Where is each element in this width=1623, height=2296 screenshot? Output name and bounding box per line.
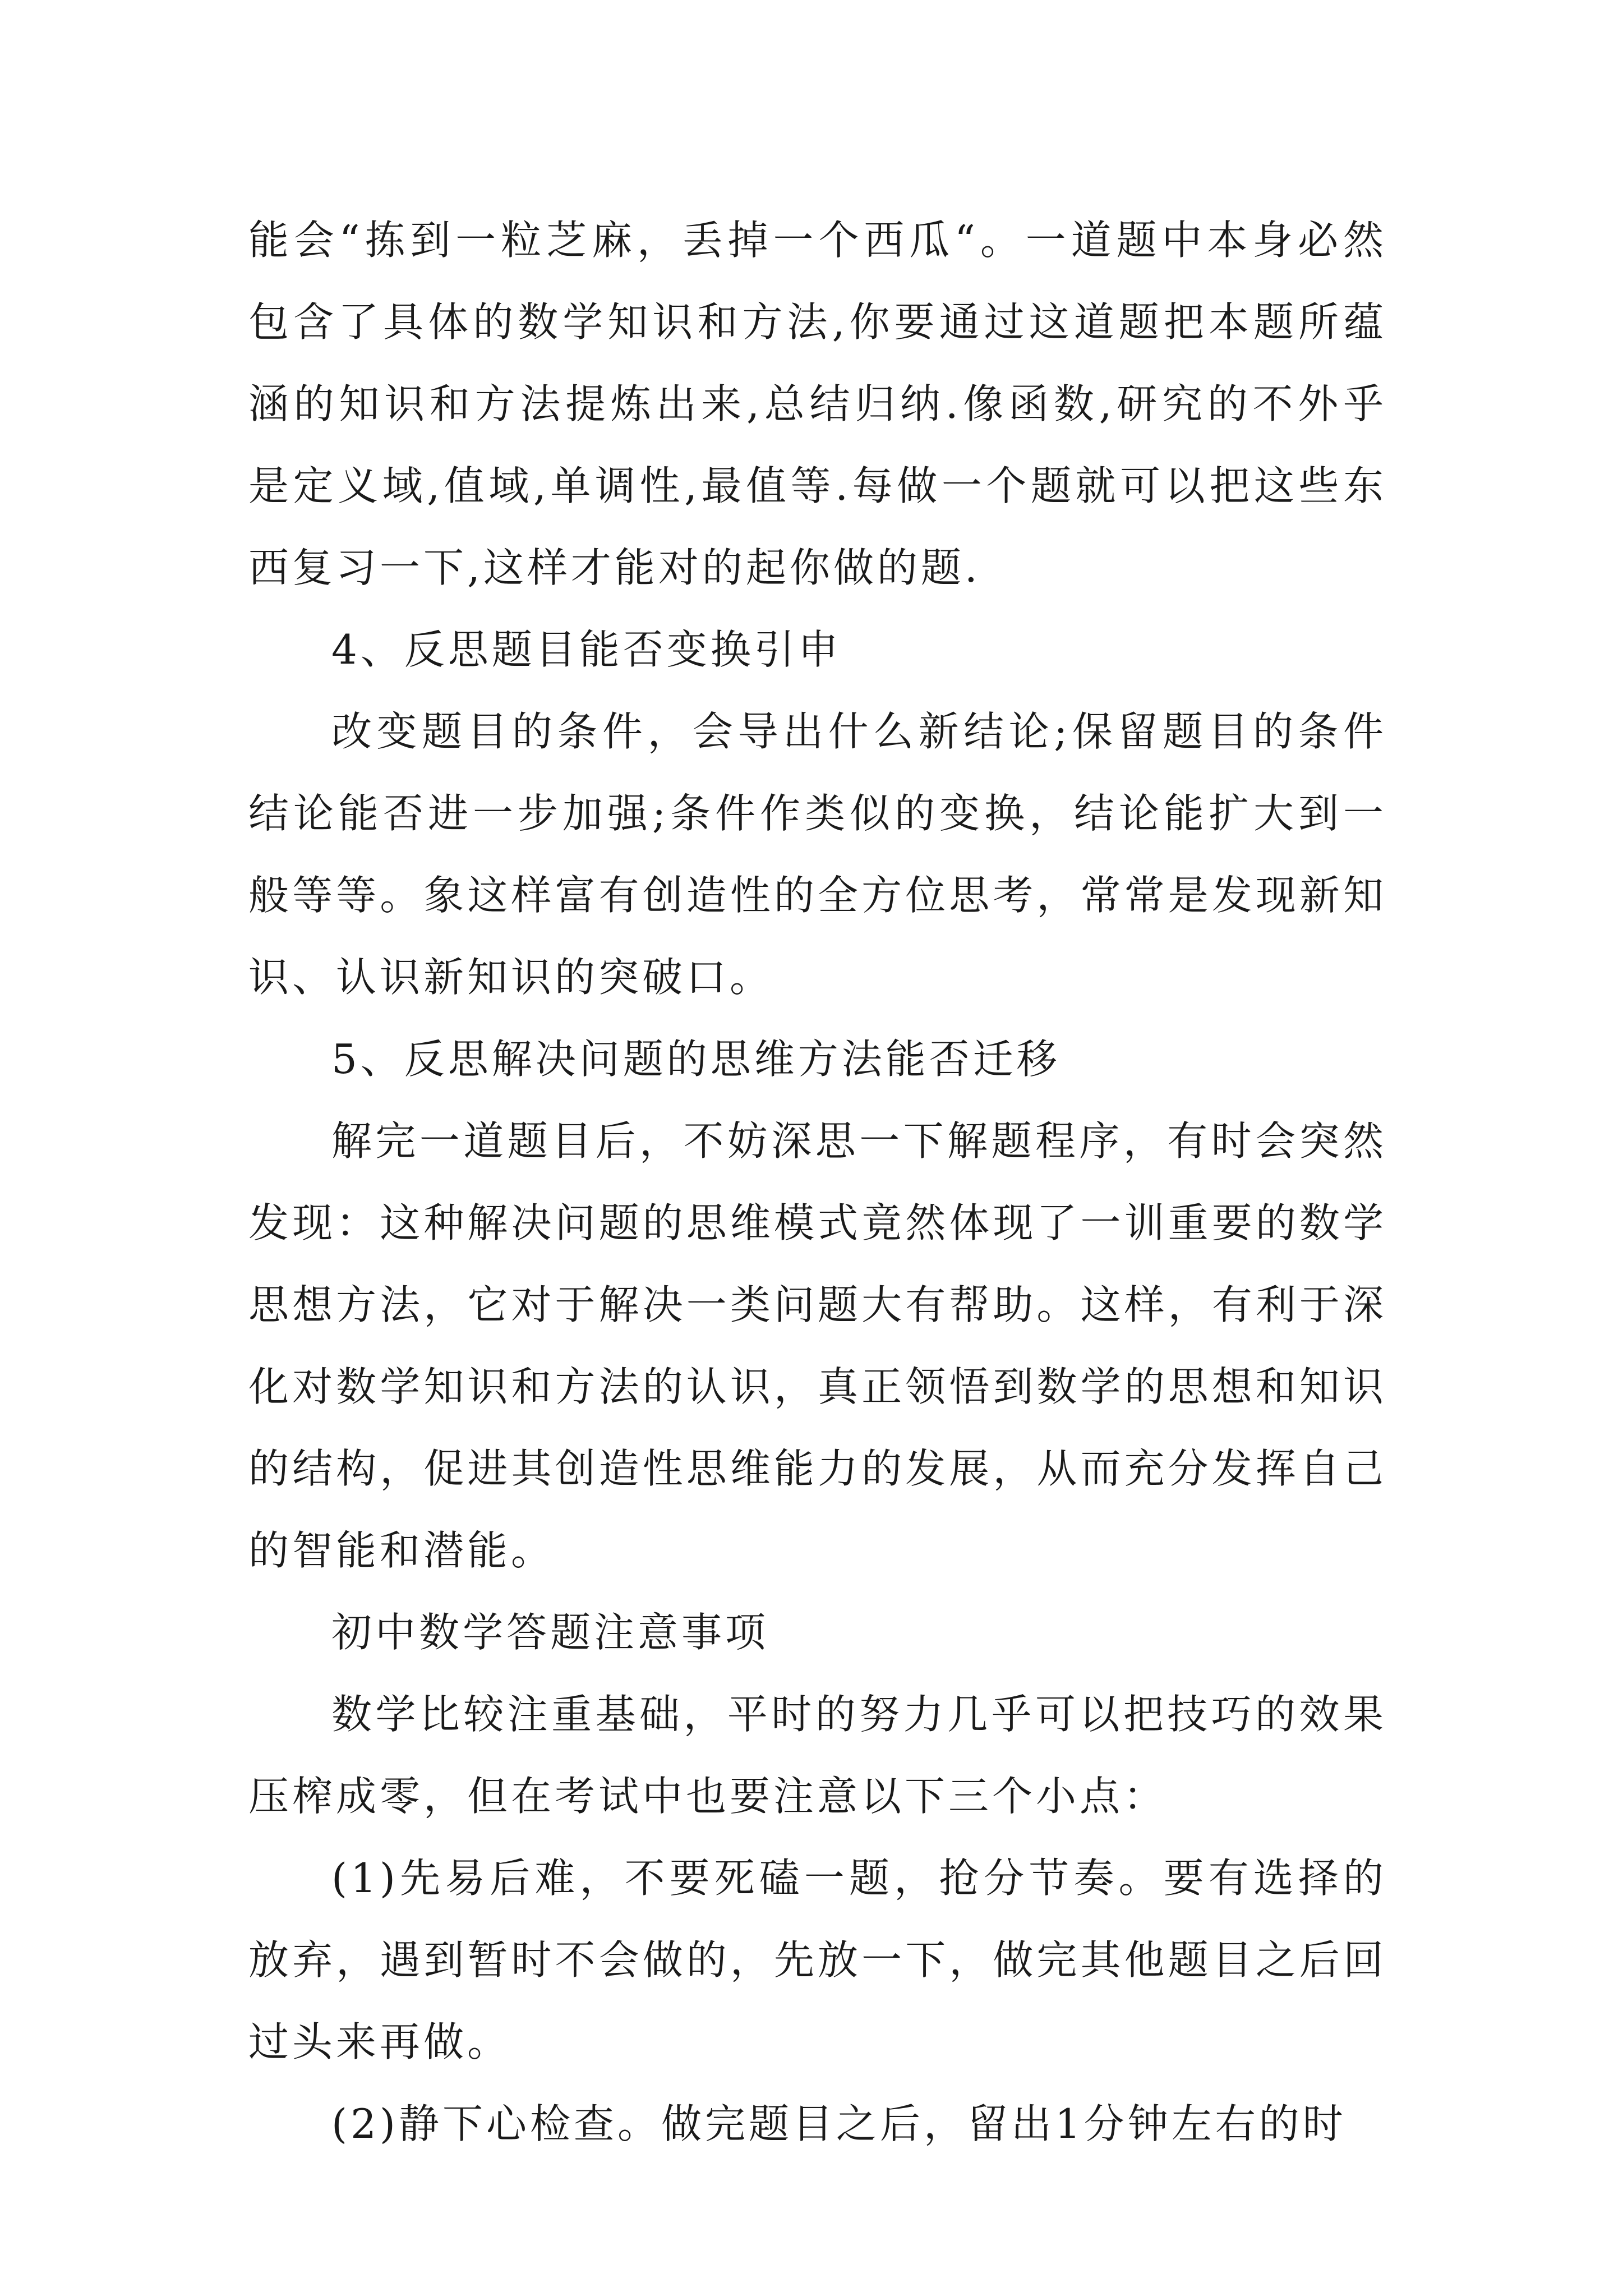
paragraph-note-1: (1)先易后难，不要死磕一题，抢分节奏。要有选择的放弃，遇到暂时不会做的，先放一下，做完其他题目之后回过头来再做。 xyxy=(248,1855,1387,2065)
section-heading-notes: 初中数学答题注意事项 xyxy=(331,1609,769,1656)
section-heading-5: 5、反思解决问题的思维方法能否迁移 xyxy=(331,1036,1061,1083)
document-body xyxy=(248,199,1387,2165)
paragraph-section-5: 解完一道题目后，不妨深思一下解题程序，有时会突然发现：这种解决问题的思维模式竟然体现了一训重要的数学思想方法，它对于解决一类问题大有帮助。这样，有利于深化对数学知识和方法的认识，真正领悟到数学的思想和知识的结构，促进其创造性思维能力的发展，从而充分发挥自己的智能和潜能。 xyxy=(248,1117,1387,1574)
section-heading-4: 4、反思题目能否变换引申 xyxy=(331,626,842,673)
paragraph-section-4: 改变题目的条件，会导出什么新结论;保留题目的条件结论能否进一步加强;条件作类似的变换，结论能扩大到一般等等。象这样富有创造性的全方位思考，常常是发现新知识、认识新知识的突破口。 xyxy=(248,708,1387,1001)
paragraph-note-2: (2)静下心检查。做完题目之后，留出1分钟左右的时 xyxy=(331,2100,1347,2147)
paragraph-continuation: 能会“拣到一粒芝麻，丢掉一个西瓜“。一道题中本身必然包含了具体的数学知识和方法,你要通过这道题把本题所蕴涵的知识和方法提炼出来,总结归纳.像函数,研究的不外乎是定义域,值域,单调性,最值等.每做一个题就可以把这些东西复习一下,这样才能对的起你做的题. xyxy=(248,217,1387,591)
paragraph-notes-intro: 数学比较注重基础，平时的努力几乎可以把技巧的效果压榨成零，但在考试中也要注意以下三个小点： xyxy=(248,1691,1387,1820)
